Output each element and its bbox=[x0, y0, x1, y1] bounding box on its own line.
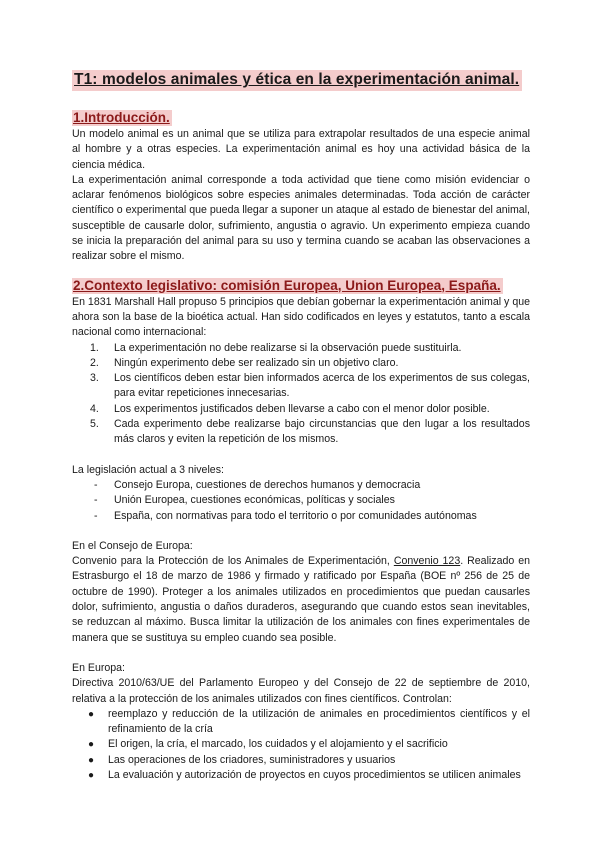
bullet-icon: ● bbox=[88, 739, 95, 751]
council-label: En el Consejo de Europa: bbox=[72, 539, 193, 552]
list-item: ● reemplazo y reducción de la utilización de animales en procedimientos científicos y el refinamiento de la cría bbox=[88, 707, 530, 736]
list-item: 1. La experimentación no debe realizarse si la observación puede sustituirla. bbox=[90, 341, 462, 354]
europe-label: En Europa: bbox=[72, 661, 126, 674]
page-title: T1: modelos animales y ética en la experimentación animal. bbox=[72, 70, 522, 91]
bullet-icon: ● bbox=[88, 708, 95, 720]
bullet-icon: ● bbox=[88, 769, 95, 781]
legal-paragraph-1: En 1831 Marshall Hall propuso 5 principios que debían gobernar la experimentación animal y que ahora son la base de la bioética actual. Han sido codificados en leyes y estatutos, tanto a escala nacional como internacional: bbox=[72, 295, 530, 339]
convenio-link[interactable]: Convenio 123 bbox=[393, 555, 461, 568]
list-item: 2. Ningún experimento debe ser realizado sin un objetivo claro. bbox=[90, 356, 399, 369]
list-item: 3. Los científicos deben estar bien informados acerca de los experimentos de sus colegas, para evitar repeticiones innecesarias. bbox=[90, 372, 530, 400]
list-item: ● La evaluación y autorización de proyectos en cuyos procedimientos se utilicen animales bbox=[72, 768, 530, 783]
section-introduction bbox=[72, 109, 530, 265]
list-item: - España, con normativas para todo el territorio o por comunidades autónomas bbox=[94, 509, 477, 522]
list-item: ● Las operaciones de los criadores, suministradores y usuarios bbox=[72, 753, 530, 768]
section-heading-introduction: 1.Introducción. bbox=[73, 110, 170, 125]
list-item: - Unión Europea, cuestiones económicas, políticas y sociales bbox=[94, 494, 395, 507]
levels-intro: La legislación actual a 3 niveles: bbox=[72, 463, 224, 476]
intro-paragraph-1: Un modelo animal es un animal que se utiliza para extrapolar resultados de una especie animal al hombre y a otras especies. La experimentación animal es hoy una actividad básica de la ciencia médica. bbox=[72, 128, 530, 171]
list-item: ● El origen, la cría, el marcado, los cuidados y el alojamiento y el sacrificio bbox=[72, 737, 530, 752]
list-item: - Consejo Europa, cuestiones de derechos humanos y democracia bbox=[94, 478, 421, 491]
controls-list bbox=[72, 707, 530, 783]
levels-list bbox=[72, 478, 530, 524]
list-item: 4. Los experimentos justificados deben llevarse a cabo con el menor dolor posible. bbox=[90, 402, 490, 415]
intro-paragraph-2: La experimentación animal corresponde a toda actividad que tiene como misión evidenciar o aclarar fenómenos biológicos sobre especies animales determinadas. Toda acción de carácter científico o experimental que pueda llegar a suponer un ataque al estado de bienestar del animal, susceptible de causarle dolor, sufrimiento, angustia o agravio. Un experimento empieza cuando se inicia la preparación del animal para su uso y termina cuando se acaban las observaciones a realizar sobre el mismo. bbox=[72, 173, 530, 263]
section-legal-context bbox=[72, 277, 530, 784]
principles-list bbox=[72, 341, 530, 448]
bullet-icon: ● bbox=[88, 754, 95, 766]
section-heading-legal: 2.Contexto legislativo: comisión Europea, Union Europea, España. bbox=[73, 277, 501, 293]
list-item: 5. Cada experimento debe realizarse bajo circunstancias que den lugar a los resultados más claros y eviten la repetición de los mismos. bbox=[90, 418, 530, 446]
council-paragraph: Convenio para la Protección de los Animales de Experimentación, Convenio 123. Realizado en Estrasburgo el 18 de marzo de 1986 y firmado y ratificado por España (BOE nº 256 de 25 de octubre de 1990). Proteger a los animales utilizados en procedimientos que puedan causarles dolor, sufrimiento, angustia o daños duraderos, asegurando que cuando estos sean inevitables, se reduzcan al máximo. Busca limitar la utilización de los animales con fines experimentales de manera que se sustituya su empleo cuando sea posible. bbox=[72, 555, 530, 644]
europe-paragraph: Directiva 2010/63/UE del Parlamento Europeo y del Consejo de 22 de septiembre de 2010, relativa a la protección de los animales utilizados con fines científicos. Controlan: bbox=[72, 677, 530, 705]
